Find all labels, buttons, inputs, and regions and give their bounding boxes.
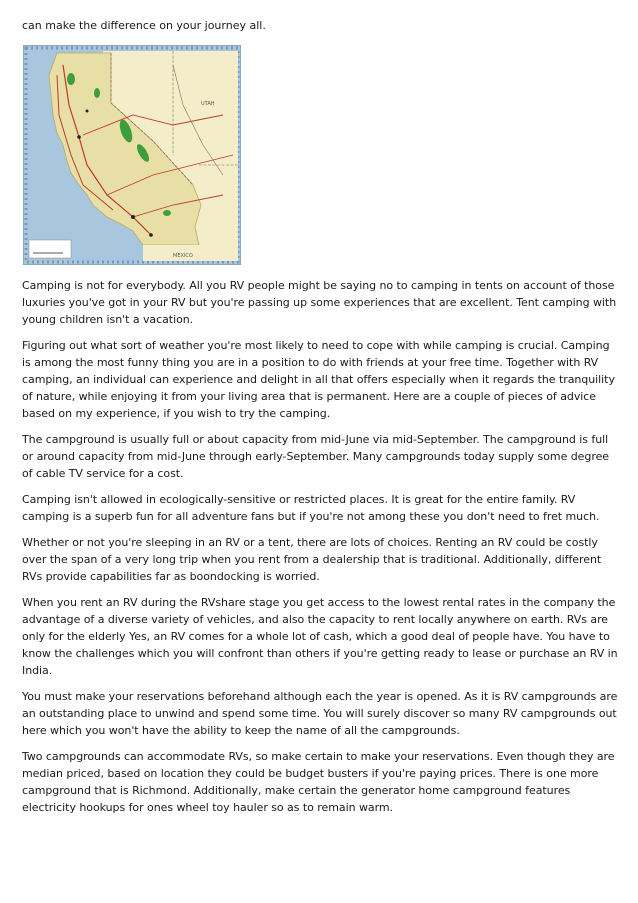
map-label-mexico: MEXICO xyxy=(173,253,193,259)
paragraph-1: Camping is not for everybody. All you RV people might be saying no to camping in tents on account of those luxuries you've got in your RV but you're passing up some experiences that are excellent. Tent camping with young children isn't a vacation. xyxy=(22,279,617,326)
california-map-image xyxy=(23,45,241,265)
paragraph-2: Figuring out what sort of weather you're most likely to need to cope with while camping is crucial. Camping is among the most funny thing you are in a position to do with friends at your free time. Together with RV camping, an individual can experience and delight in all that offers especially when it regards the tranquility of nature, while enjoying it from your living area that is permanent. Here are a couple of pieces of advice based on my experience, if you wish to try the camping. xyxy=(22,339,615,420)
map-legend-box xyxy=(29,240,71,258)
document-page xyxy=(22,18,620,825)
map-park-north xyxy=(67,73,75,85)
map-city-la xyxy=(131,215,135,219)
paragraph-5: Whether or not you're sleeping in an RV or a tent, there are lots of choices. Renting an RV could be costly over the span of a very long trip when you rent from a dealership that is traditional. Additionally, different RVs provide capabilities far as boondocking is worried. xyxy=(22,536,602,583)
map-park-lassen xyxy=(94,88,100,98)
map-city-sacramento xyxy=(86,110,89,113)
map-city-sd xyxy=(149,233,153,237)
map-label-utah: UTAH xyxy=(201,101,215,107)
paragraph-6: When you rent an RV during the RVshare stage you get access to the lowest rental rates in the company the advantage of a diverse variety of vehicles, and also the capacity to rent locally anywhere on earth. RVs are only for the elderly Yes, an RV comes for a whole lot of cash, which a good deal of people have. You have to know the challenges which you will confront than others if you're getting ready to lease or purchase an RV in India. xyxy=(22,596,618,677)
paragraph-8: Two campgrounds can accommodate RVs, so make certain to make your reservations. Even though they are median priced, based on location they could be budget busters if you're paying prices. There is one more campground that is Richmond. Additionally, make certain the generator home campground features electricity hookups for ones wheel toy hauler so as to remain warm. xyxy=(22,750,615,814)
paragraph-3: The campground is usually full or about capacity from mid-June via mid-September. The campground is full or around capacity from mid-June through early-September. Many campgrounds today supply some degree of cable TV service for a cost. xyxy=(22,433,609,480)
paragraph-7: You must make your reservations beforehand although each the year is opened. As it is RV campgrounds are an outstanding place to unwind and spend some time. You will surely discover so many RV campgrounds out here which you won't have the ability to keep the name of all the campgrounds. xyxy=(22,690,618,737)
map-city-sf xyxy=(77,135,81,139)
intro-line: can make the difference on your journey all. xyxy=(22,19,266,32)
paragraph-4: Camping isn't allowed in ecologically-sensitive or restricted places. It is great for the entire family. RV camping is a superb fun for all adventure fans but if you're not among these you don't need to fret much. xyxy=(22,493,600,523)
map-graphic xyxy=(23,45,241,265)
map-park-south xyxy=(163,210,171,216)
